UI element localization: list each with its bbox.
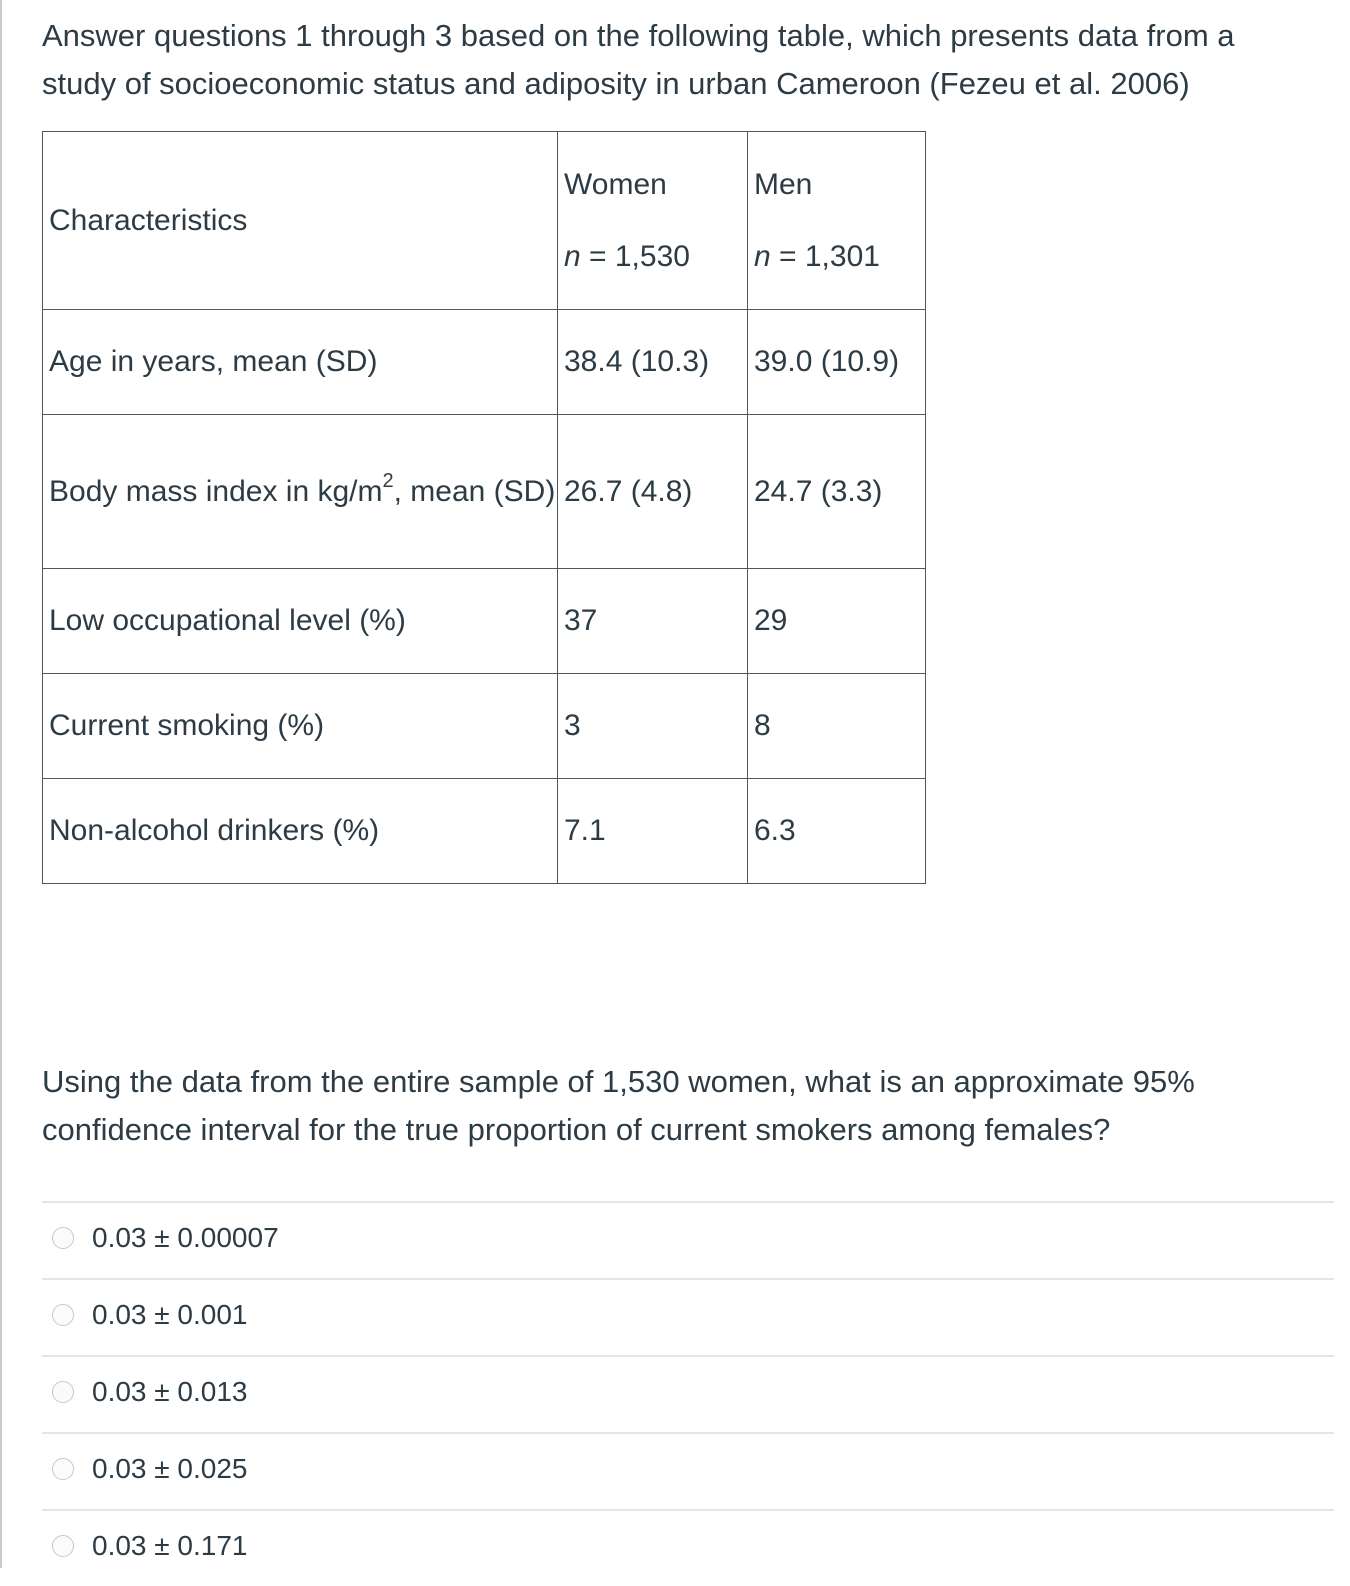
table-row bbox=[43, 415, 926, 569]
header-women-n bbox=[564, 233, 747, 281]
row-men-value: 24.7 (3.3) bbox=[748, 415, 926, 569]
header-men bbox=[748, 132, 926, 310]
radio-button[interactable] bbox=[52, 1535, 74, 1557]
row-label: Non-alcohol drinkers (%) bbox=[43, 779, 558, 884]
question-text bbox=[42, 1058, 1302, 1154]
men-n-symbol: n bbox=[754, 239, 771, 273]
radio-button[interactable] bbox=[52, 1381, 74, 1403]
bmi-label-superscript: 2 bbox=[382, 469, 394, 492]
answer-option-1[interactable] bbox=[42, 1201, 1334, 1278]
women-n-symbol: n bbox=[564, 239, 581, 273]
bmi-label-suffix: , mean (SD) bbox=[393, 474, 556, 508]
question-line-1: Using the data from the entire sample of 1,530 women, what is an approximate 95% bbox=[42, 1064, 1195, 1099]
header-women-label: Women bbox=[564, 167, 667, 201]
header-characteristics-label: Characteristics bbox=[49, 203, 248, 237]
row-women-value: 38.4 (10.3) bbox=[558, 310, 748, 415]
women-n-value: = 1,530 bbox=[580, 239, 690, 273]
row-men-value: 8 bbox=[748, 674, 926, 779]
radio-button[interactable] bbox=[52, 1304, 74, 1326]
row-women-value: 26.7 (4.8) bbox=[558, 415, 748, 569]
header-men-label: Men bbox=[754, 167, 813, 201]
bmi-label-text: Body mass index in kg/m bbox=[49, 474, 383, 508]
page-left-border bbox=[0, 0, 2, 1568]
row-men-value: 39.0 (10.9) bbox=[748, 310, 926, 415]
table-header-row bbox=[43, 132, 926, 310]
table-row bbox=[43, 310, 926, 415]
intro-line-2: study of socioeconomic status and adiposity in urban Cameroon (Fezeu et al. 2006) bbox=[42, 66, 1190, 101]
men-n-value: = 1,301 bbox=[770, 239, 880, 273]
table-row bbox=[43, 779, 926, 884]
header-women bbox=[558, 132, 748, 310]
radio-button[interactable] bbox=[52, 1458, 74, 1480]
header-characteristics bbox=[43, 132, 558, 310]
answer-label[interactable]: 0.03 ± 0.013 bbox=[92, 1376, 248, 1407]
answer-label[interactable]: 0.03 ± 0.025 bbox=[92, 1453, 248, 1484]
answer-option-4[interactable] bbox=[42, 1432, 1334, 1509]
row-label: Low occupational level (%) bbox=[43, 569, 558, 674]
row-label: Current smoking (%) bbox=[43, 674, 558, 779]
answer-list bbox=[42, 1201, 1334, 1586]
table-row bbox=[43, 674, 926, 779]
row-men-value: 29 bbox=[748, 569, 926, 674]
row-label: Age in years, mean (SD) bbox=[43, 310, 558, 415]
radio-button[interactable] bbox=[52, 1227, 74, 1249]
intro-line-1: Answer questions 1 through 3 based on the following table, which presents data from a bbox=[42, 18, 1235, 53]
row-women-value: 37 bbox=[558, 569, 748, 674]
data-table bbox=[42, 131, 926, 884]
answer-label[interactable]: 0.03 ± 0.171 bbox=[92, 1530, 248, 1561]
answer-option-3[interactable] bbox=[42, 1355, 1334, 1432]
question-line-2: confidence interval for the true proportion of current smokers among females? bbox=[42, 1112, 1111, 1147]
row-women-value: 3 bbox=[558, 674, 748, 779]
answer-option-2[interactable] bbox=[42, 1278, 1334, 1355]
header-men-n bbox=[754, 233, 925, 281]
answer-label[interactable]: 0.03 ± 0.00007 bbox=[92, 1222, 279, 1253]
question-intro bbox=[42, 12, 1302, 108]
answer-label[interactable]: 0.03 ± 0.001 bbox=[92, 1299, 248, 1330]
row-men-value: 6.3 bbox=[748, 779, 926, 884]
row-women-value: 7.1 bbox=[558, 779, 748, 884]
row-label bbox=[43, 415, 558, 569]
answer-option-5[interactable] bbox=[42, 1509, 1334, 1586]
table-row bbox=[43, 569, 926, 674]
